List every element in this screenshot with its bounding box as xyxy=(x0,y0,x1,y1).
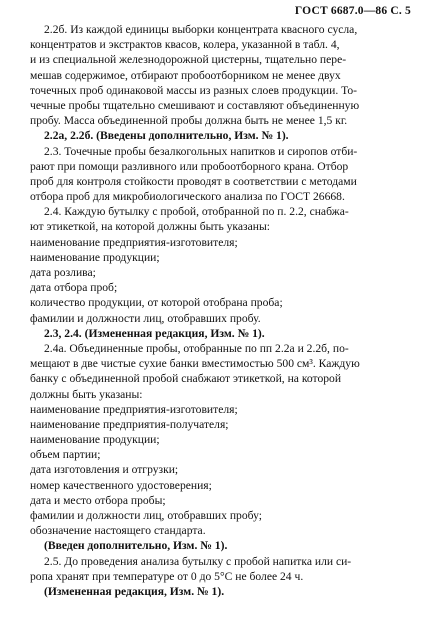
text-line: 2.4а. Объединенные пробы, отобранные по пп 2.2а и 2.2б, по- xyxy=(44,341,349,355)
text-line: дата изготовления и отгрузки; xyxy=(30,463,179,477)
text-line: мещают в две чистые сухие банки вместимостью 500 см³. Каждую xyxy=(30,357,360,371)
text-line: 2.3, 2.4. (Измененная редакция, Изм. № 1). xyxy=(44,326,265,340)
text-line: дата отбора проб; xyxy=(30,281,118,295)
text-line: обозначение настоящего стандарта. xyxy=(30,524,206,538)
text-line: наименование предприятия-изготовителя; xyxy=(30,402,238,416)
text-line: наименование предприятия-получателя; xyxy=(30,417,229,431)
page-header: ГОСТ 6687.0—86 С. 5 xyxy=(294,5,411,17)
text-line: проб для контроля стойкости проводят в соответствии с методами xyxy=(30,174,357,188)
text-line: 2.2а, 2.2б. (Введены дополнительно, Изм. № 1). xyxy=(44,129,289,143)
text-line: пробу. Масса объединенной пробы должна быть не менее 1,5 кг. xyxy=(30,114,348,128)
text-line: номер качественного удостоверения; xyxy=(30,478,212,492)
text-line: наименование предприятия-изготовителя; xyxy=(30,235,238,249)
text-line: 2.4. Каждую бутылку с пробой, отобранной по п. 2.2, снабжа- xyxy=(44,205,349,219)
text-line: наименование продукции; xyxy=(30,250,160,264)
text-line: (Введен дополнительно, Изм. № 1). xyxy=(44,539,228,553)
text-line: 2.5. До проведения анализа бутылку с пробой напитка или си- xyxy=(44,554,352,568)
text-line: 2.2б. Из каждой единицы выборки концентрата квасного сусла, xyxy=(44,23,358,36)
text-line: банку с объединенной пробой снабжают этикеткой, на которой xyxy=(30,372,342,386)
text-line: ропа хранят при температуре от 0 до 5°С не более 24 ч. xyxy=(30,569,304,583)
text-line: рают при помощи разливного или пробоотборного крана. Отбор xyxy=(30,159,349,173)
document-body xyxy=(30,22,414,599)
text-line: ют этикеткой, на которой должны быть указаны: xyxy=(30,220,270,234)
text-line: дата и место отбора пробы; xyxy=(30,493,166,507)
text-line: наименование продукции; xyxy=(30,433,160,447)
text-line: и из специальной железнодорожной цистерны, тщательно пере- xyxy=(30,53,347,67)
text-line: мешав содержимое, отбирают пробоотборником не менее двух xyxy=(30,68,341,82)
text-line: концентратов и экстрактов квасов, колера, указанной в табл. 4, xyxy=(30,38,340,52)
text-line: фамилии и должности лиц, отобравших пробу. xyxy=(30,311,261,325)
text-line: дата розлива; xyxy=(30,266,96,279)
text-line: должны быть указаны: xyxy=(30,387,143,401)
text-line: фамилии и должности лиц, отобравших пробу; xyxy=(30,509,262,522)
text-line: (Измененная редакция, Изм. № 1). xyxy=(44,584,225,598)
text-line: количество продукции, от которой отобрана проба; xyxy=(30,296,283,310)
text-line: чечные пробы тщательно смешивают и составляют объединенную xyxy=(30,98,360,112)
text-line: 2.3. Точечные пробы безалкогольных напитков и сиропов отби- xyxy=(44,144,358,158)
text-line: точечных проб одинаковой массы из разных слоев продукции. То- xyxy=(30,83,358,97)
text-line: объем партии; xyxy=(30,448,101,462)
text-line: отбора проб для микробиологического анализа по ГОСТ 26668. xyxy=(30,190,345,204)
